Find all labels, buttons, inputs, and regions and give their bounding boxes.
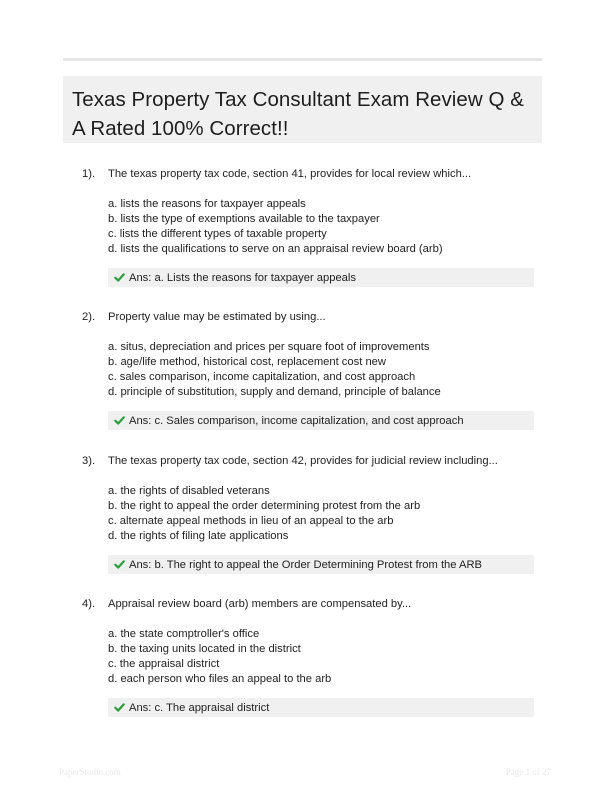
check-icon: [114, 415, 125, 426]
question-number: 4).: [82, 598, 96, 610]
question-3: [0, 454, 606, 584]
answer-text: Ans: b. The right to appeal the Order Determining Protest from the ARB: [129, 558, 482, 571]
option-c: c. alternate appeal methods in lieu of an appeal to the arb: [108, 515, 394, 527]
question-4: [0, 597, 606, 727]
option-b: b. the right to appeal the order determining protest from the arb: [108, 500, 421, 512]
option-d: d. each person who files an appeal to the arb: [108, 673, 332, 685]
option-a: a. lists the reasons for taxpayer appeals: [108, 198, 306, 210]
option-c: c. lists the different types of taxable property: [108, 228, 327, 240]
answer-text: Ans: c. Sales comparison, income capitalization, and cost approach: [129, 414, 464, 427]
answer-box: [108, 555, 534, 574]
question-2: [0, 310, 606, 440]
question-text: The texas property tax code, section 42, provides for judicial review including...: [108, 455, 498, 467]
options-list: [108, 197, 443, 257]
footer-watermark: PaperStudio.com: [59, 767, 121, 777]
question-number: 3).: [82, 455, 96, 467]
option-d: d. lists the qualifications to serve on an appraisal review board (arb): [108, 243, 443, 255]
document-title: Texas Property Tax Consultant Exam Review Q & A Rated 100% Correct!!: [72, 88, 524, 140]
option-b: b. the taxing units located in the district: [108, 643, 301, 655]
question-text: Appraisal review board (arb) members are compensated by...: [108, 598, 412, 610]
option-c: c. the appraisal district: [108, 658, 220, 670]
option-c: c. sales comparison, income capitalization, and cost approach: [108, 371, 416, 383]
option-a: a. situs, depreciation and prices per square foot of improvements: [108, 341, 430, 353]
question-text: Property value may be estimated by using...: [108, 311, 326, 323]
option-d: d. the rights of filing late applications: [108, 530, 289, 542]
answer-box: [108, 698, 534, 717]
options-list: [108, 340, 441, 400]
option-d: d. principle of substitution, supply and demand, principle of balance: [108, 386, 441, 398]
option-a: a. the state comptroller's office: [108, 628, 260, 640]
question-number: 1).: [82, 168, 96, 180]
page-number: Page 1 of 27: [505, 767, 551, 777]
check-icon: [114, 702, 125, 713]
options-list: [108, 484, 420, 544]
option-b: b. lists the type of exemptions available to the taxpayer: [108, 213, 380, 225]
question-number: 2).: [82, 311, 96, 323]
question-text: The texas property tax code, section 41, provides for local review which...: [108, 168, 472, 180]
option-a: a. the rights of disabled veterans: [108, 485, 270, 497]
answer-box: [108, 411, 534, 430]
question-1: [0, 167, 606, 297]
title-panel: [63, 76, 542, 143]
top-divider: [63, 58, 542, 61]
answer-box: [108, 268, 534, 287]
options-list: [108, 627, 331, 687]
check-icon: [114, 272, 125, 283]
option-b: b. age/life method, historical cost, replacement cost new: [108, 356, 386, 368]
check-icon: [114, 559, 125, 570]
answer-text: Ans: c. The appraisal district: [129, 701, 270, 714]
answer-text: Ans: a. Lists the reasons for taxpayer appeals: [129, 271, 356, 284]
